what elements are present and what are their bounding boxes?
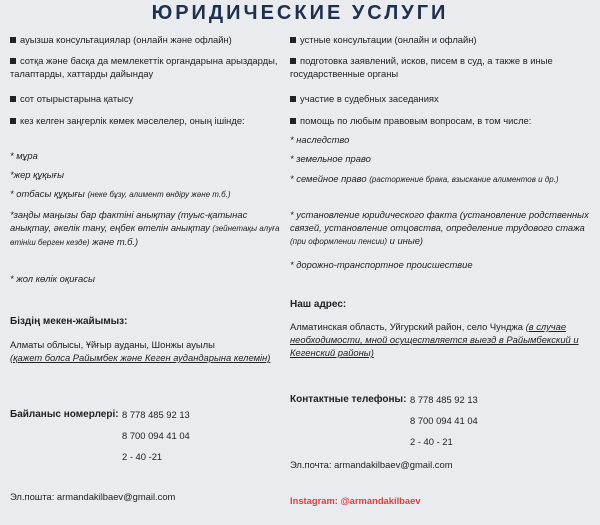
left-list-family-text: * отбасы құқығы (10, 188, 85, 199)
right-address-label: Наш адрес: (290, 299, 347, 310)
right-list-family-note: (расторжение брака, взыскание алиментов и др.) (369, 175, 559, 184)
left-phone-2[interactable]: 8 700 094 41 04 (122, 430, 190, 441)
left-service-documents-text: сотқа және басқа да мемлекеттік органдарына арыздарды, талаптарды, хаттарды дайындау (10, 55, 278, 79)
right-phones-label: Контактные телефоны: (290, 394, 407, 405)
left-list-inheritance: * мұра (10, 150, 38, 161)
right-list-fact (290, 208, 590, 248)
left-list-fact-text: *заңды маңызы бар фактіні анықтау (туыс-қатынас анықтау, әкелік тану, еңбек өтелін анықтау (10, 209, 248, 233)
right-address-note: (в случае необходимости, мной осуществляется выезд в Райымбекский и Кегенский районы) (290, 321, 579, 358)
left-list-fact-note: (зейнетақы алуға өтініш берген кезде) (10, 224, 280, 247)
left-phone-1[interactable]: 8 778 485 92 13 (122, 409, 190, 420)
left-list-land: *жер құқығы (10, 169, 65, 180)
right-service-any: помощь по любым правовым вопросам, в том числе: (290, 114, 531, 127)
left-list-fact (10, 208, 280, 249)
left-address-note: (қажет болса Райымбек және Кеген аудандарына келемін) (10, 352, 271, 363)
left-email[interactable]: Эл.пошта: armandakilbaev@gmail.com (10, 491, 176, 502)
right-list-fact-text: * установление юридического факта (установление родственных связей, установление отцовства, определение трудового стажа (290, 209, 589, 233)
left-list-family (10, 187, 231, 201)
left-service-any-text: кез келген заңгерлік көмек мәселелер, оның ішінде: (20, 115, 245, 126)
page-title: ЮРИДИЧЕСКИЕ УСЛУГИ (151, 2, 449, 24)
left-service-documents (10, 54, 280, 80)
right-phone-2[interactable]: 8 700 094 41 04 (410, 415, 478, 426)
left-phone-3[interactable]: 2 - 40 -21 (122, 451, 163, 462)
right-service-documents-text: подготовка заявлений, исков, писем в суд, а также в иные государственные органы (290, 55, 553, 79)
left-phones-label: Байланыс номерлері: (10, 409, 119, 420)
right-list-land: * земельное право (290, 153, 371, 164)
right-list-inheritance: * наследство (290, 134, 350, 145)
left-service-consult: ауызша консультациялар (онлайн және офлайн) (10, 33, 232, 46)
left-list-fact-end: және т.б.) (92, 236, 139, 247)
left-address-line: Алматы облысы, Ұйғыр ауданы, Шонжы ауылы (10, 339, 215, 350)
right-email[interactable]: Эл.почта: armandakilbaev@gmail.com (290, 459, 453, 470)
right-list-traffic: * дорожно-транспортное происшествие (290, 259, 473, 270)
right-service-consult: устные консультации (онлайн и офлайн) (290, 33, 477, 46)
left-service-court: сот отырыстарына қатысу (10, 92, 133, 105)
right-phone-1[interactable]: 8 778 485 92 13 (410, 394, 478, 405)
right-address (290, 320, 590, 359)
right-service-court: участие в судебных заседаниях (290, 92, 439, 105)
right-instagram[interactable]: Instagram: @armandakilbaev (290, 495, 421, 506)
right-service-documents (290, 54, 590, 80)
right-list-family (290, 172, 559, 186)
right-list-family-text: * семейное право (290, 173, 367, 184)
right-phone-3[interactable]: 2 - 40 - 21 (410, 436, 453, 447)
left-address-label: Біздің мекен-жайымыз: (10, 316, 128, 327)
left-list-traffic: * жол көлік оқиғасы (10, 273, 95, 284)
right-address-line: Алматинская область, Уйгурский район, село Чунджа (290, 321, 523, 332)
left-service-any (10, 114, 245, 127)
left-list-family-note: (неке бұзу, алимент өндіру және т.б.) (87, 190, 231, 199)
right-list-fact-note: (при оформлении пенсии) (290, 237, 388, 246)
right-list-fact-end: и иные) (389, 235, 424, 246)
